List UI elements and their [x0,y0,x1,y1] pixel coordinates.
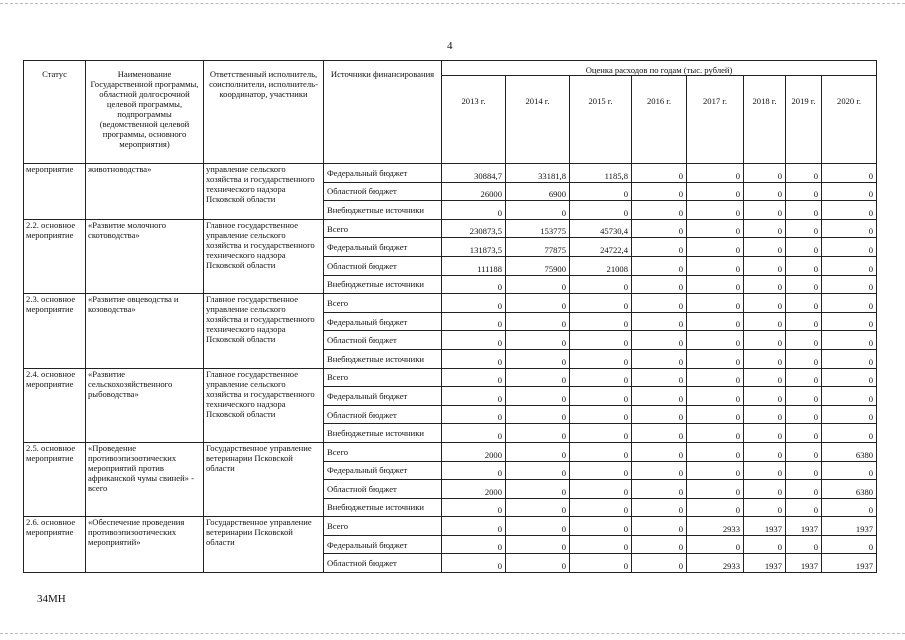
row-responsible: управление сельского хозяйства и государственного технического надзора Псковской области [204,164,324,220]
row-value: 0 [744,238,786,257]
row-responsible: Государственное управление ветеринарии Псковской области [204,442,324,516]
row-value: 0 [687,535,744,554]
row-value: 0 [786,331,822,350]
row-value: 1185,8 [570,164,632,183]
row-value: 0 [506,275,570,294]
row-value: 0 [822,368,877,387]
row-value: 2000 [442,480,506,499]
row-value: 1937 [822,554,877,573]
row-status: 2.3. основное мероприятие [24,294,86,368]
row-value: 1937 [786,554,822,573]
row-value: 0 [744,405,786,424]
row-value: 0 [687,442,744,461]
row-name: «Развитие овцеводства и козоводства» [86,294,204,368]
row-value: 0 [632,275,687,294]
row-value: 77875 [506,238,570,257]
row-value: 0 [744,424,786,443]
row-value: 0 [632,349,687,368]
row-value: 0 [632,498,687,517]
scan-edge-top [0,3,905,4]
row-value: 0 [632,387,687,406]
row-value: 0 [744,498,786,517]
row-value: 0 [687,312,744,331]
row-value: 0 [506,331,570,350]
row-value: 0 [442,331,506,350]
row-value: 0 [506,498,570,517]
row-value: 0 [786,275,822,294]
row-value: 0 [786,349,822,368]
header-year: 2017 г. [687,76,744,164]
row-value: 2000 [442,442,506,461]
row-source: Областной бюджет [324,331,442,350]
row-value: 0 [570,201,632,220]
row-source: Всего [324,368,442,387]
row-value: 0 [442,517,506,536]
row-name: «Развитие сельскохозяйственного рыбоводства» [86,368,204,442]
row-value: 0 [786,312,822,331]
row-value: 0 [570,498,632,517]
row-value: 0 [822,331,877,350]
row-value: 0 [632,405,687,424]
row-value: 0 [786,238,822,257]
row-responsible: Государственное управление ветеринарии Псковской области [204,517,324,573]
row-value: 0 [632,201,687,220]
row-value: 0 [687,238,744,257]
row-name: «Проведение противоэпизоотических мероприятий против африканской чумы свиней» - всего [86,442,204,516]
row-value: 0 [786,182,822,201]
header-year: 2018 г. [744,76,786,164]
row-value: 0 [786,442,822,461]
row-value: 230873,5 [442,219,506,238]
row-value: 0 [822,498,877,517]
header-year: 2020 г. [822,76,877,164]
row-value: 45730,4 [570,219,632,238]
table-row [24,294,877,313]
row-value: 0 [687,164,744,183]
row-source: Областной бюджет [324,480,442,499]
row-value: 0 [687,498,744,517]
header-year: 2016 г. [632,76,687,164]
row-value: 0 [786,256,822,275]
row-value: 0 [506,405,570,424]
row-value: 0 [632,535,687,554]
table-row [24,164,877,183]
row-value: 0 [570,387,632,406]
row-responsible: Главное государственное управление сельского хозяйства и государственного технического надзора Псковской области [204,368,324,442]
expenditure-table [23,60,877,573]
row-value: 0 [632,517,687,536]
row-value: 0 [506,201,570,220]
row-value: 0 [570,349,632,368]
row-value: 0 [687,331,744,350]
row-value: 0 [570,312,632,331]
row-value: 0 [442,424,506,443]
page-number: 4 [447,40,453,52]
header-sources: Источники финансирования [324,61,442,164]
row-source: Областной бюджет [324,256,442,275]
row-value: 0 [744,201,786,220]
row-value: 0 [632,461,687,480]
row-value: 0 [442,368,506,387]
row-value: 0 [744,387,786,406]
row-value: 0 [744,442,786,461]
row-value: 0 [570,517,632,536]
row-value: 0 [744,182,786,201]
row-source: Внебюджетные источники [324,275,442,294]
row-value: 0 [744,349,786,368]
row-value: 0 [744,256,786,275]
header-name: Наименование Государственной программы, областной долгосрочной целевой программы, подпрограммы (ведомственной целевой программы, основного мероприятия) [86,61,204,164]
row-value: 0 [687,461,744,480]
row-value: 21008 [570,256,632,275]
row-value: 0 [442,312,506,331]
row-value: 0 [570,461,632,480]
row-value: 0 [506,349,570,368]
row-value: 1937 [786,517,822,536]
row-value: 6380 [822,480,877,499]
row-value: 0 [506,368,570,387]
row-source: Областной бюджет [324,182,442,201]
row-value: 0 [786,405,822,424]
table-row [24,517,877,536]
row-value: 0 [570,535,632,554]
row-source: Всего [324,219,442,238]
row-value: 0 [744,164,786,183]
row-value: 1937 [744,554,786,573]
row-value: 0 [442,349,506,368]
row-value: 0 [632,294,687,313]
row-value: 0 [822,387,877,406]
row-value: 0 [632,219,687,238]
row-value: 0 [822,219,877,238]
row-value: 33181,8 [506,164,570,183]
row-source: Всего [324,442,442,461]
row-value: 6380 [822,442,877,461]
row-value: 0 [442,294,506,313]
row-value: 0 [786,368,822,387]
row-value: 0 [687,480,744,499]
row-value: 0 [822,294,877,313]
row-value: 0 [822,275,877,294]
table-row [24,442,877,461]
table-row [24,219,877,238]
row-source: Федеральный бюджет [324,312,442,331]
row-value: 0 [822,164,877,183]
header-year: 2019 г. [786,76,822,164]
row-value: 0 [786,294,822,313]
row-value: 0 [442,201,506,220]
row-value: 0 [506,442,570,461]
row-value: 0 [786,535,822,554]
row-value: 0 [822,238,877,257]
row-value: 0 [786,424,822,443]
table-row [24,368,877,387]
row-name: «Развитие молочного скотоводства» [86,219,204,293]
row-status: 2.4. основное мероприятие [24,368,86,442]
row-value: 0 [442,275,506,294]
row-value: 0 [687,201,744,220]
row-value: 0 [506,312,570,331]
row-value: 0 [786,461,822,480]
row-value: 0 [822,256,877,275]
row-value: 0 [506,461,570,480]
row-value: 0 [632,480,687,499]
row-value: 0 [632,331,687,350]
row-value: 153775 [506,219,570,238]
row-name: «Обеспечение проведения противоэпизоотических мероприятий» [86,517,204,573]
row-value: 26000 [442,182,506,201]
row-value: 0 [570,405,632,424]
row-responsible: Главное государственное управление сельского хозяйства и государственного технического надзора Псковской области [204,294,324,368]
row-value: 1937 [822,517,877,536]
row-value: 0 [744,368,786,387]
row-value: 111188 [442,256,506,275]
row-value: 0 [442,535,506,554]
row-value: 0 [570,368,632,387]
row-value: 0 [632,424,687,443]
row-value: 0 [687,405,744,424]
row-value: 0 [442,554,506,573]
row-value: 0 [822,405,877,424]
row-value: 0 [744,535,786,554]
row-value: 0 [506,387,570,406]
row-value: 0 [687,349,744,368]
row-value: 0 [442,461,506,480]
row-value: 0 [506,480,570,499]
header-year: 2013 г. [442,76,506,164]
row-value: 0 [822,312,877,331]
row-value: 0 [632,312,687,331]
row-value: 0 [744,480,786,499]
row-value: 0 [632,182,687,201]
row-value: 0 [506,535,570,554]
row-value: 0 [687,182,744,201]
row-value: 0 [786,387,822,406]
row-value: 0 [687,424,744,443]
row-value: 0 [744,461,786,480]
row-name: животноводства» [86,164,204,220]
row-value: 0 [822,201,877,220]
row-source: Внебюджетные источники [324,201,442,220]
row-value: 0 [442,498,506,517]
row-value: 6900 [506,182,570,201]
row-value: 0 [687,368,744,387]
row-value: 0 [632,238,687,257]
row-value: 0 [786,219,822,238]
row-value: 0 [822,424,877,443]
row-source: Федеральный бюджет [324,461,442,480]
row-value: 0 [822,349,877,368]
row-value: 0 [786,480,822,499]
row-value: 0 [506,517,570,536]
row-source: Федеральный бюджет [324,387,442,406]
header-year: 2014 г. [506,76,570,164]
row-value: 0 [632,256,687,275]
row-responsible: Главное государственное управление сельского хозяйства и государственного технического надзора Псковской области [204,219,324,293]
header-estimate: Оценка расходов по годам (тыс. рублей) [442,61,877,76]
row-value: 0 [687,294,744,313]
row-value: 0 [506,294,570,313]
row-value: 0 [570,182,632,201]
row-value: 0 [570,294,632,313]
row-status: 2.6. основное мероприятие [24,517,86,573]
row-source: Федеральный бюджет [324,238,442,257]
row-value: 0 [442,405,506,424]
row-value: 0 [632,554,687,573]
row-value: 0 [687,387,744,406]
row-source: Внебюджетные источники [324,498,442,517]
header-year: 2015 г. [570,76,632,164]
row-value: 75900 [506,256,570,275]
row-value: 2933 [687,517,744,536]
row-source: Федеральный бюджет [324,164,442,183]
row-value: 0 [570,554,632,573]
row-value: 0 [822,461,877,480]
row-value: 131873,5 [442,238,506,257]
row-source: Всего [324,517,442,536]
row-value: 0 [442,387,506,406]
row-value: 0 [744,275,786,294]
row-source: Федеральный бюджет [324,535,442,554]
row-value: 0 [744,331,786,350]
row-value: 0 [744,312,786,331]
row-value: 0 [506,554,570,573]
row-status: мероприятие [24,164,86,220]
row-source: Внебюджетные источники [324,349,442,368]
row-value: 0 [786,164,822,183]
row-value: 0 [632,442,687,461]
row-source: Областной бюджет [324,554,442,573]
row-value: 0 [632,164,687,183]
row-value: 30884,7 [442,164,506,183]
row-value: 0 [744,219,786,238]
scan-edge-bottom [0,633,905,634]
row-source: Областной бюджет [324,405,442,424]
row-value: 0 [570,480,632,499]
row-value: 0 [687,219,744,238]
row-value: 0 [632,368,687,387]
header-status: Статус [24,61,86,164]
row-value: 2933 [687,554,744,573]
row-status: 2.2. основное мероприятие [24,219,86,293]
row-value: 0 [822,182,877,201]
row-value: 0 [570,424,632,443]
row-value: 0 [570,275,632,294]
row-value: 1937 [744,517,786,536]
row-value: 0 [744,294,786,313]
row-value: 0 [570,442,632,461]
row-status: 2.5. основное мероприятие [24,442,86,516]
row-value: 0 [687,256,744,275]
row-value: 0 [786,498,822,517]
row-value: 24722,4 [570,238,632,257]
row-value: 0 [506,424,570,443]
row-source: Внебюджетные источники [324,424,442,443]
row-source: Всего [324,294,442,313]
footer-code: 34МН [37,593,66,605]
row-value: 0 [570,331,632,350]
header-responsible: Ответственный исполнитель, соисполнители, исполнитель-координатор, участники [204,61,324,164]
row-value: 0 [822,535,877,554]
row-value: 0 [786,201,822,220]
row-value: 0 [687,275,744,294]
